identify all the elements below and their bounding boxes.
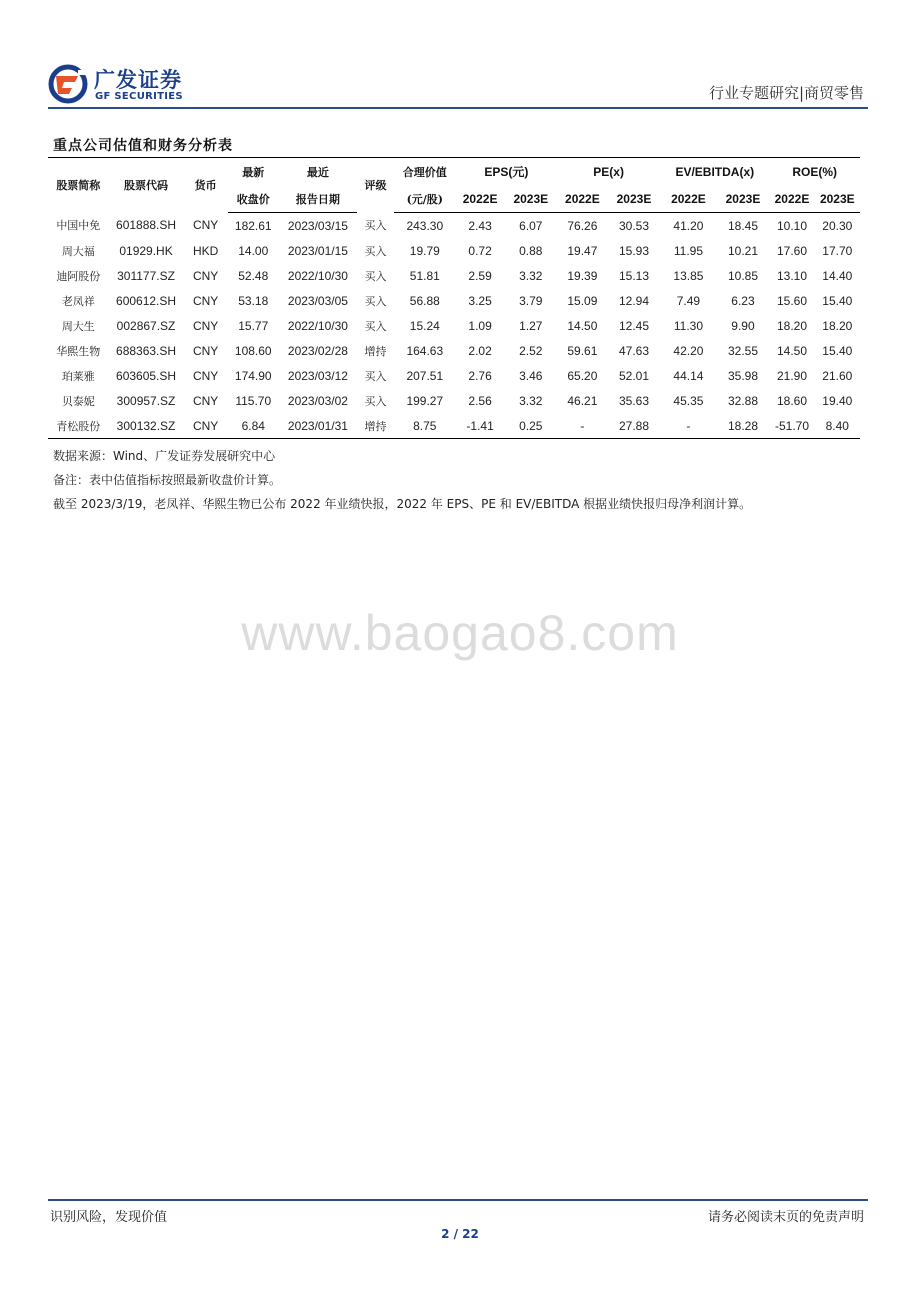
table-row <box>48 413 860 439</box>
footer-divider <box>48 1199 868 1201</box>
cell-pe-2022: 14.50 <box>567 318 598 333</box>
cell-ev-2022: 45.35 <box>673 393 704 408</box>
col-header-eps-2023: 2023E <box>505 185 558 213</box>
cell-rating: 增持 <box>357 413 394 439</box>
cell-roe-2023: 15.40 <box>822 343 853 358</box>
logo-english-name: GF SECURITIES <box>95 91 183 102</box>
cell-currency: CNY <box>192 293 219 308</box>
header-divider <box>48 107 868 109</box>
cell-pe-2023: 12.45 <box>618 318 649 333</box>
cell-ev-2022: - <box>660 413 716 439</box>
cell-report-date: 2023/03/05 <box>287 293 348 308</box>
cell-report-date: 2023/03/15 <box>287 218 348 233</box>
cell-report-date: 2023/03/02 <box>287 393 348 408</box>
cell-stock-code: 688363.SH <box>116 343 177 358</box>
cell-currency: CNY <box>192 393 219 408</box>
cell-target-price: 207.51 <box>406 368 444 383</box>
cell-stock-name: 周大生 <box>61 319 95 333</box>
cell-report-date: 2023/01/15 <box>287 243 348 258</box>
cell-report-date: 2023/03/12 <box>287 368 348 383</box>
cell-stock-name: 青松股份 <box>48 413 109 439</box>
cell-pe-2023: 15.93 <box>618 243 649 258</box>
cell-ev-2023: 6.23 <box>731 293 755 308</box>
cell-pe-2023: 52.01 <box>618 368 649 383</box>
cell-close-price: 6.84 <box>228 413 279 439</box>
cell-roe-2023: 14.40 <box>822 268 853 283</box>
cell-roe-2023: 20.30 <box>822 218 853 233</box>
cell-ev-2023: 35.98 <box>727 368 758 383</box>
cell-roe-2023: 17.70 <box>822 243 853 258</box>
cell-rating: 买入 <box>364 269 387 283</box>
cell-eps-2023: 3.46 <box>519 368 543 383</box>
cell-close-price: 182.61 <box>234 218 272 233</box>
cell-ev-2022: 13.85 <box>673 268 704 283</box>
col-header-pe-2022: 2022E <box>557 185 608 213</box>
cell-roe-2022: 18.60 <box>776 393 807 408</box>
table-row <box>48 288 860 313</box>
cell-eps-2022: 1.09 <box>468 318 492 333</box>
cell-eps-2023: 3.79 <box>519 293 543 308</box>
cell-ev-2022: 11.95 <box>673 243 703 258</box>
cell-ev-2022: 7.49 <box>676 293 701 308</box>
cell-eps-2022: 2.59 <box>468 268 492 283</box>
cell-currency: CNY <box>192 268 219 283</box>
cell-roe-2023: 18.20 <box>822 318 853 333</box>
cell-target-price: 8.75 <box>394 413 456 439</box>
col-header-roe-2023: 2023E <box>815 185 860 213</box>
cell-pe-2022: 76.26 <box>567 218 598 233</box>
cell-pe-2023: 30.53 <box>618 218 649 233</box>
cell-stock-code: 300957.SZ <box>116 393 176 408</box>
col-header-target-1: 合理价值 <box>394 158 456 186</box>
cell-roe-2023: 8.40 <box>815 413 860 439</box>
cell-stock-name: 华熙生物 <box>56 344 101 358</box>
col-header-close-2: 收盘价 <box>228 185 279 213</box>
cell-stock-code: 601888.SH <box>116 218 177 233</box>
cell-eps-2022: -1.41 <box>456 413 505 439</box>
page-header <box>48 62 870 106</box>
cell-pe-2022: 19.39 <box>567 268 598 283</box>
cell-currency: CNY <box>192 218 219 233</box>
cell-rating: 增持 <box>364 344 387 358</box>
cell-close-price: 115.70 <box>235 393 272 408</box>
table-row <box>48 388 860 413</box>
table-row <box>48 263 860 288</box>
table-row <box>48 313 860 338</box>
table-title: 重点公司估值和财务分析表 <box>53 138 233 154</box>
cell-eps-2023: 0.25 <box>505 413 558 439</box>
cell-currency: CNY <box>192 343 219 358</box>
cell-roe-2022: 21.90 <box>776 368 807 383</box>
cell-roe-2023: 21.60 <box>822 368 853 383</box>
cell-report-date: 2022/10/30 <box>287 318 348 333</box>
cell-stock-name: 贝泰妮 <box>61 394 95 408</box>
cell-currency: CNY <box>192 368 219 383</box>
col-header-target-2: (元/股) <box>394 185 456 213</box>
col-header-roe: ROE(%) <box>769 158 860 186</box>
cell-stock-name: 迪阿股份 <box>56 269 101 283</box>
cell-stock-name: 中国中免 <box>56 219 101 233</box>
cell-roe-2023: 19.40 <box>822 393 853 408</box>
cell-roe-2022: 13.10 <box>776 268 807 283</box>
cell-rating: 买入 <box>364 244 387 258</box>
logo-chinese-name: 广发证券 <box>94 68 182 92</box>
col-header-date-2: 报告日期 <box>279 185 357 213</box>
cell-report-date: 2022/10/30 <box>287 268 348 283</box>
cell-roe-2022: 18.20 <box>776 318 807 333</box>
cell-pe-2023: 47.63 <box>618 343 649 358</box>
cell-eps-2022: 2.02 <box>468 343 492 358</box>
table-row <box>48 338 860 363</box>
col-header-date-1: 最近 <box>279 158 357 186</box>
cell-pe-2022: - <box>557 413 608 439</box>
cell-stock-name: 珀莱雅 <box>61 369 95 383</box>
cell-report-date: 2023/02/28 <box>287 343 348 358</box>
col-header-ev-2023: 2023E <box>717 185 770 213</box>
cell-pe-2023: 27.88 <box>608 413 661 439</box>
cell-stock-code: 301177.SZ <box>117 268 175 283</box>
col-header-eps-2022: 2022E <box>456 185 505 213</box>
cell-target-price: 15.24 <box>409 318 440 333</box>
cell-close-price: 108.60 <box>234 343 272 358</box>
gf-logo-icon <box>48 64 90 104</box>
col-header-ev-2022: 2022E <box>660 185 716 213</box>
cell-close-price: 15.77 <box>238 318 269 333</box>
table-row <box>48 238 860 263</box>
cell-roe-2022: 10.10 <box>776 218 807 233</box>
cell-ev-2022: 42.20 <box>673 343 704 358</box>
cell-stock-code: 002867.SZ <box>116 318 176 333</box>
cell-pe-2023: 15.13 <box>618 268 649 283</box>
cell-rating: 买入 <box>364 219 387 233</box>
cell-close-price: 174.90 <box>234 368 272 383</box>
page-number: 2 / 22 <box>441 1227 479 1241</box>
cell-eps-2023: 3.32 <box>519 393 543 408</box>
cell-pe-2022: 46.21 <box>567 393 598 408</box>
cell-rating: 买入 <box>364 319 387 333</box>
cell-target-price: 164.63 <box>406 343 444 358</box>
table-notes <box>53 444 751 516</box>
cell-rating: 买入 <box>364 294 387 308</box>
cell-stock-code: 01929.HK <box>119 243 173 258</box>
cell-pe-2022: 19.47 <box>567 243 598 258</box>
gf-securities-logo <box>48 62 208 106</box>
cell-eps-2022: 2.56 <box>468 393 492 408</box>
cell-ev-2023: 18.45 <box>727 218 758 233</box>
cell-close-price: 14.00 <box>238 243 269 258</box>
col-header-roe-2022: 2022E <box>769 185 814 213</box>
cell-ev-2023: 10.85 <box>727 268 758 283</box>
col-header-name: 股票简称 <box>48 158 109 213</box>
col-header-currency: 货币 <box>183 158 227 213</box>
cutoff-note: 截至 2023/3/19，老凤祥、华熙生物已公布 2022 年业绩快报，2022 年 EPS、PE 和 EV/EBITDA 根据业绩快报归母净利润计算。 <box>53 497 752 511</box>
cell-roe-2023: 15.40 <box>822 293 853 308</box>
table-header-row-1 <box>48 158 860 186</box>
cell-stock-code: 600612.SH <box>116 293 177 308</box>
cell-pe-2022: 65.20 <box>567 368 598 383</box>
cell-ev-2023: 32.55 <box>727 343 758 358</box>
cell-roe-2022: 15.60 <box>776 293 807 308</box>
table-row <box>48 363 860 388</box>
col-header-rating: 评级 <box>357 158 394 213</box>
cell-roe-2022: 17.60 <box>776 243 807 258</box>
cell-eps-2023: 1.27 <box>519 318 543 333</box>
col-header-close-1: 最新 <box>228 158 279 186</box>
table-body <box>48 213 860 439</box>
cell-ev-2023: 32.88 <box>727 393 758 408</box>
cell-close-price: 53.18 <box>238 293 269 308</box>
cell-pe-2023: 35.63 <box>618 393 649 408</box>
cell-ev-2023: 18.28 <box>717 413 770 439</box>
cell-ev-2022: 11.30 <box>673 318 703 333</box>
cell-eps-2022: 2.43 <box>468 218 492 233</box>
cell-stock-code: 300132.SZ <box>109 413 184 439</box>
cell-stock-name: 老凤祥 <box>61 294 95 308</box>
footer-slogan: 识别风险，发现价值 <box>50 1210 168 1225</box>
cell-currency: CNY <box>192 318 219 333</box>
cell-target-price: 243.30 <box>406 218 444 233</box>
col-header-pe: PE(x) <box>557 158 660 186</box>
cell-pe-2023: 12.94 <box>618 293 649 308</box>
cell-ev-2022: 41.20 <box>673 218 704 233</box>
cell-pe-2022: 15.09 <box>567 293 598 308</box>
cell-target-price: 19.79 <box>409 243 440 258</box>
data-source-note: 数据来源：Wind、广发证券发展研究中心 <box>53 449 276 463</box>
cell-eps-2022: 0.72 <box>468 243 492 258</box>
cell-rating: 买入 <box>364 394 387 408</box>
cell-currency: HKD <box>192 243 219 258</box>
cell-ev-2023: 10.21 <box>727 243 758 258</box>
cell-report-date: 2023/01/31 <box>279 413 357 439</box>
cell-close-price: 52.48 <box>238 268 269 283</box>
cell-eps-2023: 3.32 <box>519 268 543 283</box>
watermark: www.baogao8.com <box>241 605 679 661</box>
remark-note: 备注：表中估值指标按照最新收盘价计算。 <box>53 473 282 487</box>
valuation-table <box>48 157 860 439</box>
col-header-ev-ebitda: EV/EBITDA(x) <box>660 158 769 186</box>
cell-target-price: 51.81 <box>409 268 440 283</box>
report-section-label: 行业专题研究|商贸零售 <box>708 84 864 102</box>
cell-ev-2023: 9.90 <box>731 318 755 333</box>
cell-rating: 买入 <box>364 369 387 383</box>
cell-pe-2022: 59.61 <box>567 343 598 358</box>
cell-roe-2022: 14.50 <box>776 343 807 358</box>
cell-eps-2023: 6.07 <box>519 218 543 233</box>
cell-stock-name: 周大福 <box>61 244 95 258</box>
cell-roe-2022: -51.70 <box>769 413 814 439</box>
cell-eps-2023: 2.52 <box>519 343 543 358</box>
footer-disclaimer-link: 请务必阅读末页的免责声明 <box>707 1210 864 1225</box>
col-header-pe-2023: 2023E <box>608 185 661 213</box>
table-row <box>48 213 860 239</box>
cell-eps-2023: 0.88 <box>519 243 543 258</box>
col-header-eps: EPS(元) <box>456 158 557 186</box>
cell-target-price: 199.27 <box>406 393 444 408</box>
col-header-code: 股票代码 <box>109 158 184 213</box>
cell-eps-2022: 2.76 <box>468 368 492 383</box>
cell-ev-2022: 44.14 <box>673 368 704 383</box>
cell-eps-2022: 3.25 <box>468 293 492 308</box>
cell-stock-code: 603605.SH <box>116 368 177 383</box>
cell-currency: CNY <box>183 413 227 439</box>
cell-target-price: 56.88 <box>409 293 440 308</box>
